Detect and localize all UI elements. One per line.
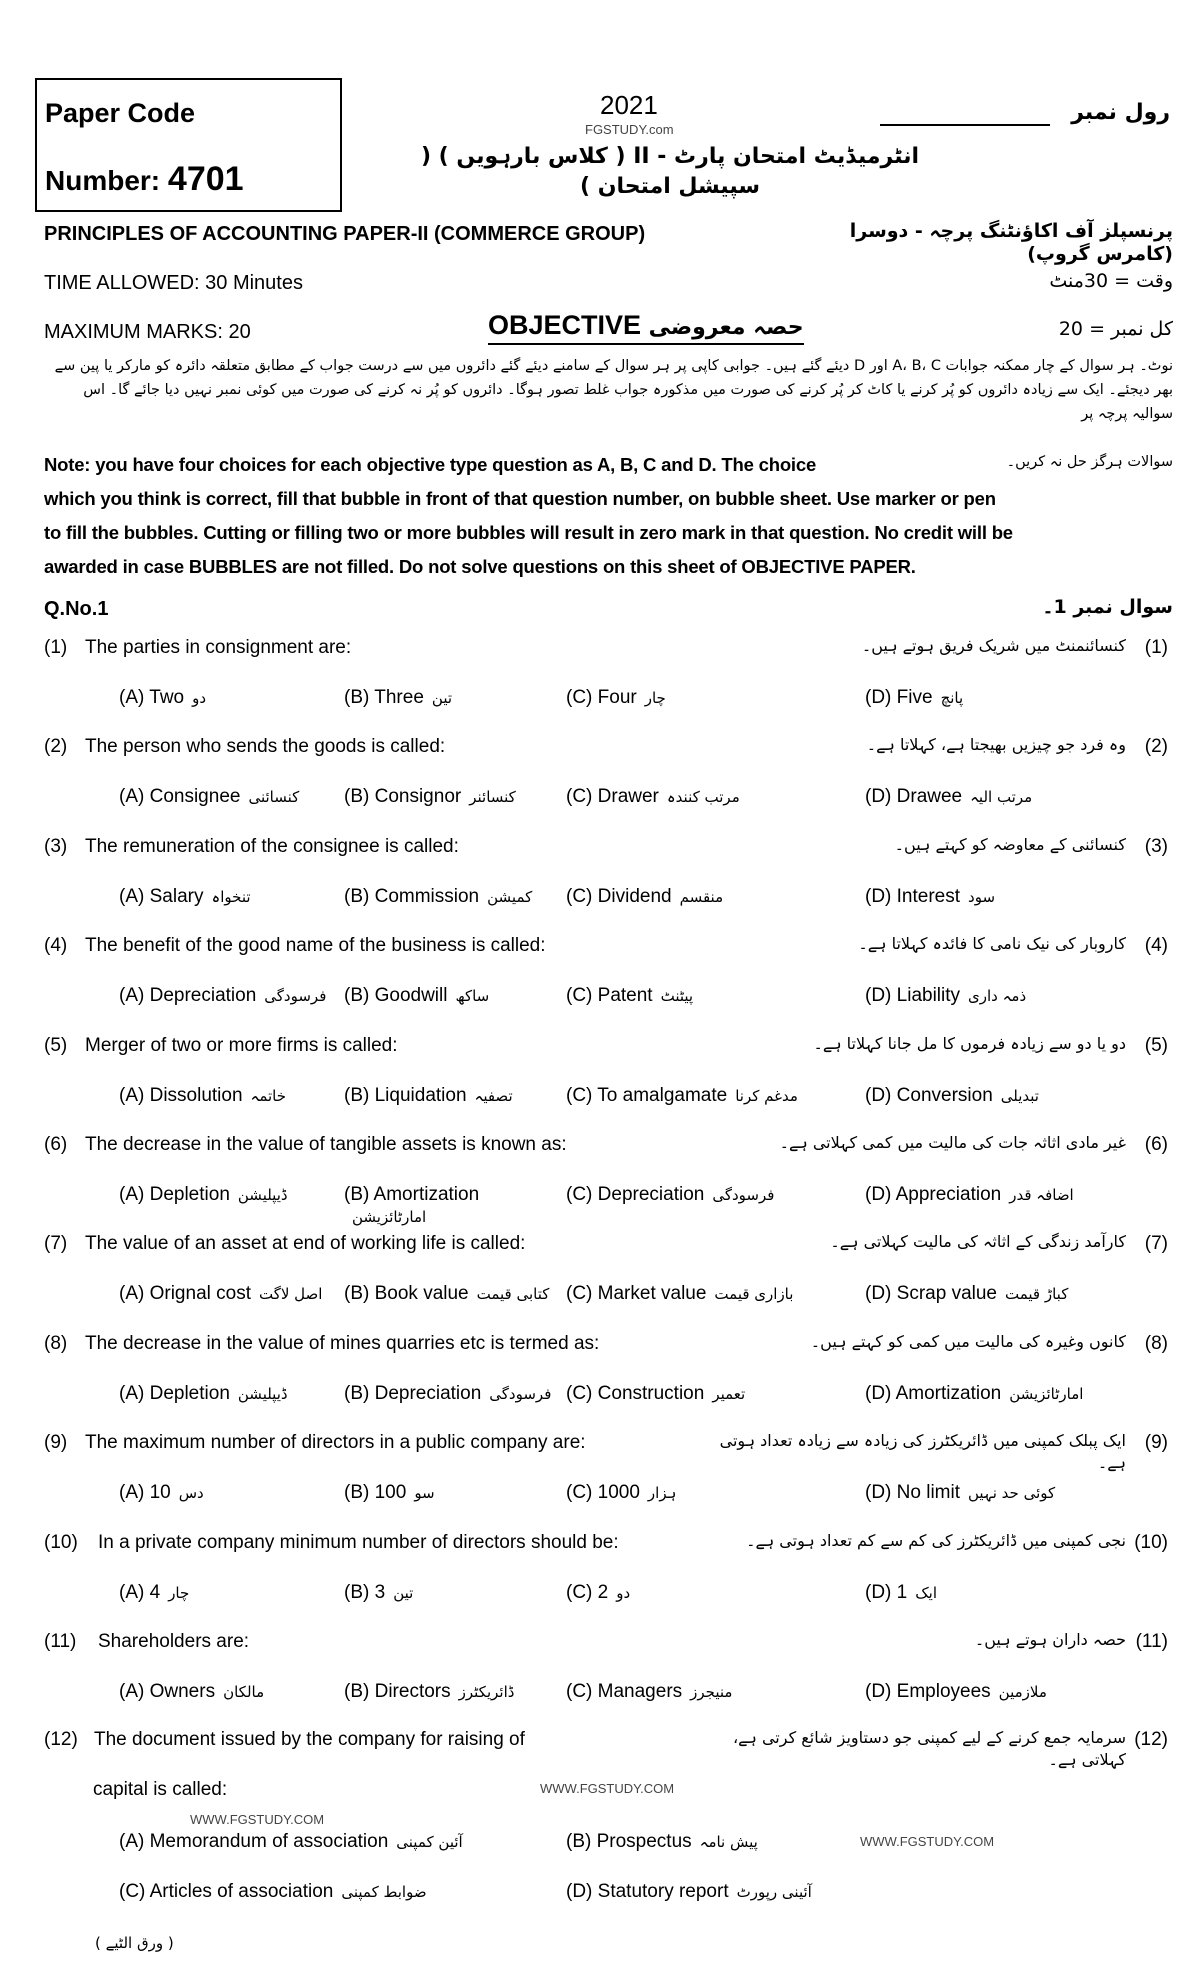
- option-label: (D) Liability: [865, 985, 961, 1007]
- option-urdu: تین: [431, 689, 453, 707]
- option-urdu: ساکھ: [455, 987, 490, 1006]
- question-text-urdu: نجی کمپنی میں ڈائریکٹرز کی کم سے کم تعداد ہوتی ہے۔: [746, 1530, 1126, 1550]
- option-label: (A) Memorandum of association: [119, 1831, 389, 1852]
- question-text: Merger of two or more firms is called:: [85, 1034, 398, 1056]
- option-urdu: ملازمین: [998, 1683, 1047, 1701]
- option-label: (C) Articles of association: [119, 1881, 334, 1902]
- question-text: The parties in consignment are:: [85, 637, 352, 658]
- option-label: (D) Appreciation: [865, 1184, 1002, 1205]
- subject-title: PRINCIPLES OF ACCOUNTING PAPER-II (COMMERCE GROUP): [44, 223, 646, 245]
- option-label: (B) Liquidation: [344, 1084, 467, 1106]
- option-label: (A) Two: [119, 687, 185, 708]
- option-b[interactable]: [344, 1085, 556, 1107]
- option-label: (A) 4: [119, 1581, 161, 1603]
- option-label: (B) Depreciation: [344, 1382, 482, 1404]
- question-text: The benefit of the good name of the business is called:: [85, 935, 546, 957]
- option-d[interactable]: [865, 1482, 1165, 1504]
- option-urdu: امارٹائزیشن: [1009, 1384, 1084, 1403]
- option-d[interactable]: [865, 786, 1165, 808]
- option-d[interactable]: [865, 1283, 1165, 1305]
- question-text-urdu: کنسائنمنٹ میں شریک فریق ہوتے ہیں۔: [861, 636, 1126, 655]
- option-a[interactable]: [119, 1582, 334, 1604]
- option-d[interactable]: [865, 1383, 1165, 1405]
- option-urdu: ڈائریکٹرز: [458, 1683, 515, 1701]
- option-label: (A) Depletion: [119, 1184, 230, 1205]
- option-c[interactable]: [566, 1681, 856, 1703]
- question-number: (2): [44, 736, 68, 758]
- option-label: (B) Book value: [344, 1283, 469, 1305]
- option-label: (A) Owners: [119, 1681, 216, 1702]
- option-c[interactable]: [566, 1482, 856, 1504]
- option-c[interactable]: [566, 985, 856, 1007]
- q12-text: The document issued by the company for raising of: [94, 1729, 525, 1750]
- option-urdu: کتابی قیمت: [476, 1285, 550, 1304]
- watermark-site: WWW.FGSTUDY.COM: [190, 1812, 325, 1827]
- urdu-instructions: [44, 354, 1173, 426]
- urdu-instruction-1: نوٹ۔ ہر سوال کے چار ممکنہ جوابات A، B، C اور D دیئے گئے ہیں۔ جوابی کاپی پر ہر سوال کے سامنے دیئے گئے دائروں میں سے درست جواب کے مطابق متعلقہ دائرہ کو مارکر یا پین سے بھر: [54, 358, 1173, 398]
- option-label: (C) Four: [566, 687, 637, 708]
- maximum-marks: MAXIMUM MARKS: 20: [44, 321, 251, 343]
- option-label: (A) Orignal cost: [119, 1283, 251, 1305]
- time-allowed: TIME ALLOWED: 30 Minutes: [44, 272, 303, 294]
- urdu-instruction-3: سوالات ہرگز حل نہ کریں۔: [1006, 454, 1173, 470]
- q12-urdu: سرمایہ جمع کرنے کے لیے کمپنی جو دستاویز شائع کرتی ہے، کہلاتی ہے۔: [732, 1728, 1126, 1769]
- number-label-text: Number:: [45, 165, 161, 196]
- question-number-right: (9): [1144, 1432, 1168, 1454]
- question-number-right: (4): [1144, 935, 1168, 957]
- option-urdu: تصفیہ: [474, 1086, 513, 1105]
- option-c[interactable]: [566, 1383, 856, 1405]
- option-urdu: پیٹنٹ: [660, 987, 694, 1006]
- option-label: (A) Depreciation: [119, 985, 257, 1007]
- number-label: [45, 160, 244, 199]
- objective-label: OBJECTIVE: [488, 310, 642, 340]
- objective-label-urdu: حصہ معروضی: [648, 315, 804, 340]
- option-b[interactable]: [344, 786, 556, 808]
- question-text-urdu: کارآمد زندگی کے اثاثہ کی مالیت کہلاتی ہے۔: [830, 1232, 1126, 1252]
- q12-option-d[interactable]: [566, 1881, 996, 1903]
- option-a[interactable]: [119, 1681, 334, 1703]
- option-urdu: ڈیپلیشن: [237, 1186, 288, 1204]
- option-urdu: منقسم: [679, 887, 724, 906]
- section-label-urdu: سوال نمبر 1۔: [1042, 596, 1173, 618]
- option-a[interactable]: [119, 786, 334, 808]
- question-text-urdu: کاروبار کی نیک نامی کا فائدہ کہلاتا ہے۔: [858, 934, 1126, 954]
- option-c[interactable]: [566, 1085, 856, 1107]
- option-urdu: فرسودگی: [489, 1384, 552, 1403]
- option-b[interactable]: [344, 1283, 556, 1305]
- option-label: (C) 2: [566, 1581, 609, 1603]
- note-line-4: awarded in case BUBBLES are not filled. Do not solve questions on this sheet of OBJECTIVE PAPER.: [44, 556, 916, 577]
- question-text-urdu: وہ فرد جو چیزیں بھیجتا ہے، کہلاتا ہے۔: [866, 735, 1126, 755]
- option-urdu: ذمہ داری: [968, 987, 1027, 1006]
- question-number: (11): [44, 1631, 77, 1652]
- note-line-3: to fill the bubbles. Cutting or filling two or more bubbles will result in zero mark in that question. No credit will be: [44, 522, 1013, 543]
- watermark-site: FGSTUDY.com: [585, 122, 674, 137]
- option-label: (B) Consignor: [344, 786, 462, 808]
- option-a[interactable]: [119, 1482, 334, 1504]
- option-label: (B) Three: [344, 687, 424, 708]
- question-number: (3): [44, 835, 68, 857]
- urdu-exam-title: انٹرمیڈیٹ امتحان پارٹ - II ( کلاس بارہویں ) ( سپیشل امتحان ): [420, 144, 920, 199]
- option-label: (D) Conversion: [865, 1084, 993, 1106]
- option-d[interactable]: [865, 1184, 1165, 1206]
- option-b[interactable]: [344, 985, 556, 1007]
- option-urdu: دو: [616, 1583, 631, 1602]
- option-label: (D) Drawee: [865, 786, 963, 808]
- option-urdu: منیجرز: [690, 1683, 733, 1701]
- question-text: The person who sends the goods is called:: [85, 736, 446, 758]
- option-urdu: دس: [178, 1484, 204, 1503]
- option-c[interactable]: [566, 1283, 856, 1305]
- option-urdu: فرسودگی: [712, 1186, 775, 1204]
- option-b[interactable]: [344, 687, 556, 709]
- q12-option-c[interactable]: [119, 1881, 549, 1903]
- option-label: (B) Commission: [344, 885, 480, 907]
- option-label: (B) Prospectus: [566, 1831, 692, 1852]
- option-b[interactable]: [344, 1184, 556, 1228]
- option-label: (C) Patent: [566, 985, 653, 1007]
- option-label: (A) Salary: [119, 885, 204, 907]
- option-c[interactable]: [566, 886, 856, 908]
- option-label: (B) Amortization: [344, 1184, 480, 1205]
- option-urdu: سود: [968, 887, 996, 906]
- q12-option-b[interactable]: [566, 1831, 826, 1853]
- question-number: (1): [44, 637, 68, 658]
- roll-number-field[interactable]: [880, 124, 1050, 126]
- option-a[interactable]: [119, 1383, 334, 1405]
- option-label: (D) Five: [865, 687, 933, 708]
- option-urdu: ایک: [915, 1583, 938, 1602]
- option-label: (A) Depletion: [119, 1382, 230, 1404]
- q12-text-continued: capital is called:: [93, 1779, 228, 1800]
- turn-over-note: ( ورق الٹیے ): [95, 1934, 174, 1952]
- question-text-urdu: دو یا دو سے زیادہ فرموں کا مل جانا کہلاتا ہے۔: [813, 1033, 1126, 1053]
- option-urdu: دو: [192, 689, 207, 707]
- question-number-right: (6): [1144, 1134, 1168, 1155]
- option-label: (D) Interest: [865, 885, 961, 907]
- option-b[interactable]: [344, 1681, 556, 1703]
- note-line-2: which you think is correct, fill that bubble in front of that question number, on bubble sheet. Use marker or pen: [44, 488, 996, 509]
- option-label: (A) 10: [119, 1482, 171, 1504]
- question-text-urdu: غیر مادی اثاثہ جات کی مالیت میں کمی کہلاتی ہے۔: [779, 1133, 1126, 1152]
- objective-heading: [488, 310, 804, 345]
- question-text-urdu: کنسائنی کے معاوضہ کو کہتے ہیں۔: [894, 834, 1126, 854]
- option-label: (C) Market value: [566, 1283, 707, 1305]
- option-urdu: کمیشن: [487, 887, 533, 906]
- question-text-urdu: ایک پبلک کمپنی میں ڈائریکٹرز کی زیادہ سے زیادہ تعداد ہوتی ہے۔: [719, 1431, 1126, 1473]
- option-a[interactable]: [119, 1283, 334, 1305]
- question-text: The maximum number of directors in a public company are:: [85, 1432, 586, 1454]
- question-text: The value of an asset at end of working life is called:: [85, 1233, 526, 1255]
- option-urdu: مدغم کرنا: [735, 1086, 798, 1105]
- option-b[interactable]: [344, 1383, 556, 1405]
- option-urdu: کنسائنر: [469, 788, 516, 807]
- question-text: In a private company minimum number of directors should be:: [98, 1531, 619, 1553]
- option-label: (B) 3: [344, 1581, 386, 1603]
- option-urdu: مرتب الیہ: [970, 788, 1033, 807]
- q12-number: (12): [44, 1729, 78, 1750]
- option-label: (C) Drawer: [566, 786, 659, 808]
- question-number: (5): [44, 1034, 68, 1056]
- option-urdu: تین: [393, 1583, 414, 1602]
- time-urdu: وقت = 30منٹ: [1049, 270, 1173, 292]
- question-text-urdu: حصہ داران ہوتے ہیں۔: [974, 1630, 1126, 1649]
- option-urdu: آئین کمپنی: [396, 1833, 463, 1851]
- option-b[interactable]: [344, 886, 556, 908]
- option-label: (B) 100: [344, 1482, 407, 1504]
- option-urdu: خاتمہ: [250, 1086, 287, 1105]
- option-urdu: مالکان: [223, 1683, 265, 1701]
- question-number-right: (3): [1144, 835, 1168, 857]
- option-label: (D) Scrap value: [865, 1283, 997, 1305]
- option-urdu: بازاری قیمت: [714, 1285, 794, 1304]
- option-urdu: سو: [414, 1484, 435, 1503]
- option-b[interactable]: [344, 1582, 556, 1604]
- question-number-right: (1): [1144, 637, 1168, 658]
- question-number-right: (10): [1134, 1531, 1168, 1553]
- option-urdu: تعمیر: [712, 1384, 746, 1403]
- option-label: (C) Dividend: [566, 885, 672, 907]
- option-a[interactable]: [119, 687, 334, 709]
- q12-number-right: (12): [1134, 1729, 1168, 1750]
- option-d[interactable]: [865, 1681, 1165, 1703]
- option-urdu: مرتب کنندہ: [666, 788, 740, 807]
- option-urdu: امارٹائزیشن: [352, 1208, 427, 1226]
- option-label: (B) Directors: [344, 1681, 451, 1702]
- option-label: (A) Consignee: [119, 786, 241, 808]
- option-label: (D) No limit: [865, 1482, 960, 1504]
- option-b[interactable]: [344, 1482, 556, 1504]
- paper-number: 4701: [167, 160, 244, 198]
- option-label: (D) Statutory report: [566, 1881, 729, 1902]
- question-number: (8): [44, 1332, 68, 1354]
- note-line-1: Note: you have four choices for each objective type question as A, B, C and D. The choice: [44, 454, 817, 475]
- option-label: (B) Goodwill: [344, 985, 448, 1007]
- question-number-right: (2): [1144, 736, 1168, 758]
- question-text: The remuneration of the consignee is called:: [85, 835, 459, 857]
- question-number: (9): [44, 1432, 68, 1454]
- option-label: (C) Managers: [566, 1681, 683, 1702]
- option-urdu: کنسائنی: [248, 788, 300, 807]
- question-number-right: (5): [1144, 1034, 1168, 1056]
- option-label: (D) Amortization: [865, 1382, 1002, 1404]
- question-number: (6): [44, 1134, 68, 1155]
- question-number: (7): [44, 1233, 68, 1255]
- option-label: (C) To amalgamate: [566, 1084, 728, 1106]
- option-urdu: ڈیپلیشن: [237, 1384, 288, 1403]
- question-text: The decrease in the value of tangible assets is known as:: [85, 1134, 567, 1155]
- option-d[interactable]: [865, 886, 1165, 908]
- option-urdu: کوئی حد نہیں: [968, 1484, 1056, 1503]
- option-urdu: فرسودگی: [264, 987, 327, 1006]
- option-c[interactable]: [566, 1582, 856, 1604]
- option-label: (C) Construction: [566, 1382, 705, 1404]
- question-number: (4): [44, 935, 68, 957]
- exam-year: 2021: [600, 90, 658, 120]
- roll-number-label: رول نمبر: [1071, 100, 1170, 125]
- question-text: Shareholders are:: [98, 1631, 250, 1652]
- option-urdu: چار: [168, 1583, 190, 1602]
- question-text-urdu: کانوں وغیرہ کی مالیت میں کمی کو کہتے ہیں۔: [810, 1331, 1126, 1351]
- option-d[interactable]: [865, 1582, 1165, 1604]
- option-urdu: آئینی رپورٹ: [736, 1883, 812, 1901]
- option-a[interactable]: [119, 985, 334, 1007]
- subject-title-urdu: پرنسپلز آف اکاؤنٹنگ پرچہ - دوسرا (کامرس گروپ): [849, 220, 1173, 265]
- option-a[interactable]: [119, 1184, 334, 1206]
- option-label: (C) Depreciation: [566, 1184, 705, 1205]
- option-urdu: اصل لاگت: [258, 1285, 323, 1304]
- option-urdu: اضافہ قدر: [1009, 1186, 1074, 1204]
- marks-urdu: کل نمبر = 20: [1058, 318, 1173, 340]
- option-d[interactable]: [865, 985, 1165, 1007]
- option-label: (D) Employees: [865, 1681, 991, 1702]
- option-urdu: تنخواہ: [211, 887, 251, 906]
- option-urdu: ضوابط کمپنی: [341, 1883, 427, 1901]
- paper-code-label: Paper Code: [45, 98, 196, 128]
- question-number-right: (11): [1135, 1631, 1168, 1652]
- question-text: The decrease in the value of mines quarries etc is termed as:: [85, 1332, 600, 1354]
- option-a[interactable]: [119, 1085, 334, 1107]
- watermark-site: WWW.FGSTUDY.COM: [540, 1781, 675, 1796]
- option-d[interactable]: [865, 687, 1165, 709]
- option-label: (D) 1: [865, 1581, 908, 1603]
- option-urdu: ہزار: [647, 1484, 677, 1503]
- option-urdu: کباڑ قیمت: [1005, 1285, 1069, 1304]
- watermark-site: WWW.FGSTUDY.COM: [860, 1834, 995, 1849]
- option-c[interactable]: [566, 1184, 856, 1206]
- option-c[interactable]: [566, 786, 856, 808]
- section-label: Q.No.1: [44, 598, 109, 620]
- option-d[interactable]: [865, 1085, 1165, 1107]
- option-urdu: پیش نامہ: [699, 1833, 758, 1851]
- option-label: (C) 1000: [566, 1482, 640, 1504]
- option-a[interactable]: [119, 886, 334, 908]
- option-label: (A) Dissolution: [119, 1084, 243, 1106]
- option-c[interactable]: [566, 687, 856, 709]
- question-number-right: (7): [1144, 1233, 1168, 1255]
- option-urdu: چار: [644, 689, 666, 707]
- q12-option-a[interactable]: [119, 1831, 549, 1853]
- question-number: (10): [44, 1531, 78, 1553]
- option-urdu: پانچ: [940, 689, 964, 707]
- urdu-instruction-2: دیجئے۔ ایک سے زیادہ دائروں کو پُر کرنے یا کاٹ کر پُر کرنے کی صورت میں مذکورہ جواب غلط تصور ہوگا۔ دائروں کو پُر نہ کرنے کی صورت میں کوئی نمبر نہیں دیا جائے گا۔ اس سوالیہ پرچہ پر: [83, 382, 1173, 422]
- question-number-right: (8): [1144, 1332, 1168, 1354]
- option-urdu: تبدیلی: [1000, 1086, 1039, 1105]
